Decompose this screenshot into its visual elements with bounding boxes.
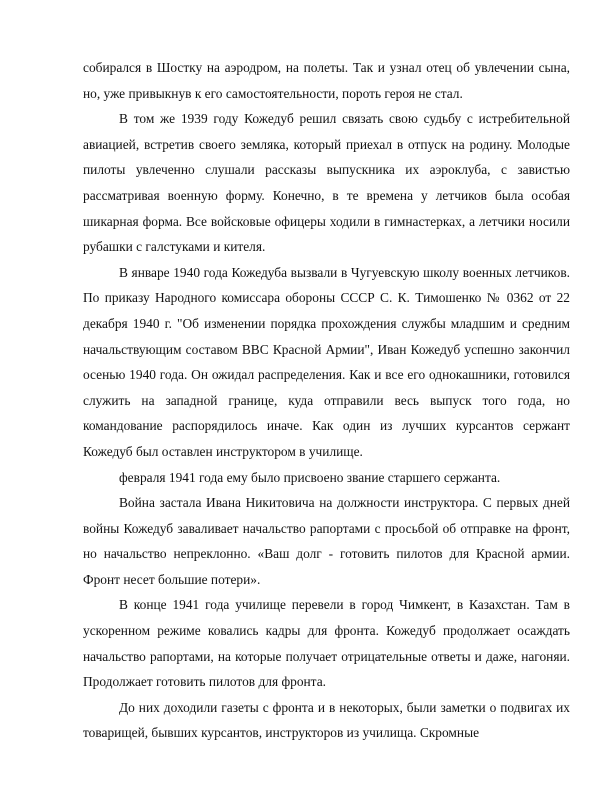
paragraph: До них доходили газеты с фронта и в некоторых, были заметки о подвигах их товарищей, бывших курсантов, инструкторов из училища. Скромные [83,699,570,741]
paragraph: В том же 1939 году Кожедуб решил связать свою судьбу с истребительной авиацией, встретив своего земляка, который приехал в отпуск на родину. Молодые пилоты увлеченно слушали рассказы выпускника их аэроклуба, с завистью рассматривая военную форму. Конечно, в те времена у летчиков была особая шикарная форма. Все войсковые офицеры ходили в гимнастерках, а летчики носили рубашки с галстуками и кителя. [83,111,570,255]
paragraph: В январе 1940 года Кожедуба вызвали в Чугуевскую школу военных летчиков. По приказу Народного комиссара обороны СССР С. К. Тимошенко № 0362 от 22 декабря 1940 г. "Об изменении порядка прохождения службы младшим и средним начальствующим составом ВВС Красной Армии", Иван Кожедуб успешно закончил осенью 1940 года. Он ожидал распределения. Как и все его однокашники, готовился служить на западной границе, куда отправили весь выпуск того года, но командование распорядилось иначе. Как один из лучших курсантов сержант Кожедуб был оставлен инструктором в училище. [83,264,570,459]
document-body [83,55,570,746]
paragraph: собирался в Шостку на аэродром, на полеты. Так и узнал отец об увлечении сына, но, уже привыкнув к его самостоятельности, пороть героя не стал. [83,60,570,101]
paragraph: Война застала Ивана Никитовича на должности инструктора. С первых дней войны Кожедуб заваливает начальство рапортами с просьбой об отправке на фронт, но начальство непреклонно. «Ваш долг - готовить пилотов для Красной армии. Фронт несет большие потери». [83,495,570,587]
paragraph: февраля 1941 года ему было присвоено звание старшего сержанта. [119,469,501,485]
paragraph: В конце 1941 года училище перевели в город Чимкент, в Казахстан. Там в ускоренном режиме ковались кадры для фронта. Кожедуб продолжает осаждать начальство рапортами, на которые получает отрицательные ответы и даже, нагоняи. Продолжает готовить пилотов для фронта. [83,597,570,690]
